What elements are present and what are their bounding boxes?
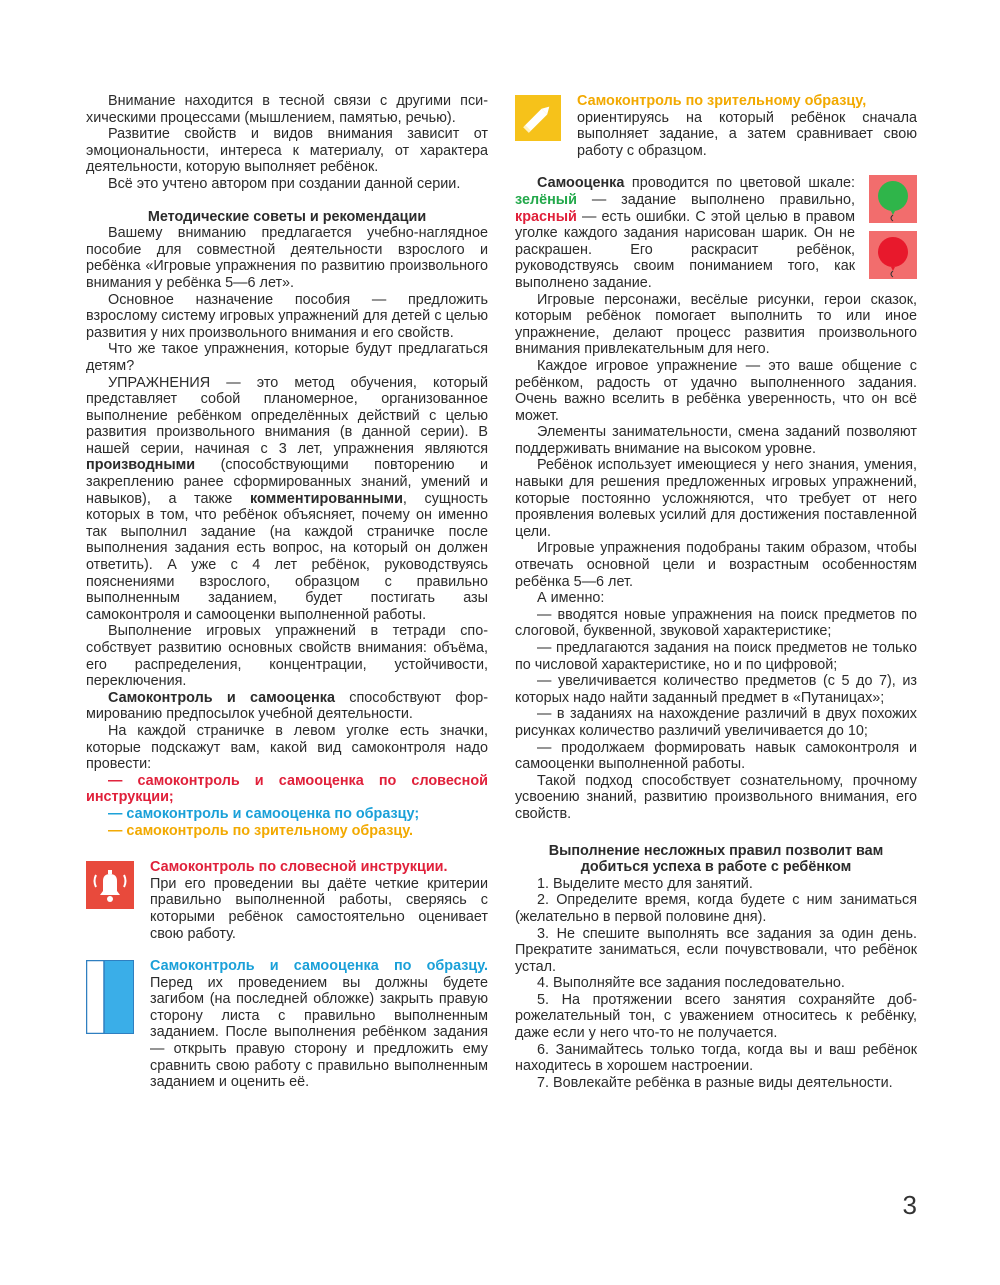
text-run: , сущность которых в том, что ребёнок объясняет, почему он именно так выполнил задание (на каждой страничке после выполнения задания есть вопрос, на который он должен ответить). А уже с 4 лет ребёнок, руководствуясь пояснениями взрослого, образцом с правильно выполненным заданием, будет постигать азы самоконтроля и самооценки выполненной работы. <box>86 490 488 623</box>
list-item-visual: — самоконтроль по зрительному образцу. <box>108 822 414 839</box>
sample-title: Самоконтроль и самооценка по образцу. <box>150 958 488 975</box>
intro-paragraph: Развитие свойств и видов внимания зависит от эмоциональности, интереса к материалу, от характера деятельности, которую выполняет ребёнок. <box>86 126 488 176</box>
intro-paragraph: Внимание находится в тесной связи с другими психическими процессами (мышлением, памятью, речью). <box>86 93 488 126</box>
paragraph: Что же такое упражнения, которые будут предлагаться детям? <box>86 341 488 374</box>
text-run: — задание выполнено правильно, <box>576 191 855 208</box>
page-fold-icon <box>86 960 134 1039</box>
evaluation-block <box>515 175 917 291</box>
text-run: — есть ошибки. С этой целью в правом уголке каждого задания нарисован шарик. Он не раскрашен. Его раскрасит ребёнок, руководствуясь своим пониманием того, как выполнено задание. <box>515 208 855 291</box>
text-run: (способствующими повторению и закреплению ранее сформированных знаний, умений и навыков), а также <box>86 457 488 507</box>
sample-text: Перед их проведением вы должны будете загибом (на последней обложке) закрыть правую сторону листа с правильно выполненным заданием. После выполнения ребёнком задания — открыть правую сторону и предложить ему сравнить свою работу с правильно выполненным заданием и оценить её. <box>150 974 488 1091</box>
text-run: проводится по цветовой шкале: <box>624 175 855 192</box>
self-control-paragraph <box>86 690 488 723</box>
paragraph: Такой подход способствует сознательному, прочному усвоению знаний, развитию произвольного внимания, его свойств. <box>515 772 917 822</box>
visual-sample-block <box>515 93 917 159</box>
rules-heading: добиться успеха в работе с ребёнком <box>580 859 852 876</box>
right-column <box>515 93 917 1091</box>
paragraph: Выполнение игровых упражнений в тетради способствует развитию основных свойств внимания: объёма, его распределения, концентрации, устойчивости, переключения. <box>86 623 488 690</box>
left-column <box>86 93 488 1091</box>
paragraph: На каждой страничке в левом уголке есть значки, которые подскажут вам, какой вид самоконтроля надо провести: <box>86 722 488 773</box>
paragraph: Элементы занимательности, смена заданий позволяют поддерживать внимание на высоком уровне. <box>515 424 917 457</box>
paragraph: — предлагаются задания на поиск предметов не только по числовой характеристике, но и по цифровой; <box>515 640 917 673</box>
verbal-instruction-block <box>86 859 488 942</box>
rule-item: 4. Выполняйте все задания последовательно. <box>537 975 845 992</box>
list-item-verbal: — самоконтроль и самооценка по словесной инструкции; <box>86 772 488 806</box>
paragraph: — увеличивается количество предметов (с 5 до 7), из которых надо найти заданный предмет в «Путаницах»; <box>515 673 917 706</box>
bold-term: производными <box>86 457 196 474</box>
rule-item: 6. Занимайтесь только тогда, когда вы и ваш ребёнок находитесь в хорошем настроении. <box>515 1041 917 1075</box>
paragraph: — в заданиях на нахождение различий в двух похожих рисунках количество различий увеличивается до 10; <box>515 706 917 739</box>
verbal-title: Самоконтроль по словесной инструкции. <box>150 859 448 876</box>
rules-heading: Выполнение несложных правил позволит вам <box>548 842 884 859</box>
rule-item: 7. Вовлекайте ребёнка в разные виды деятельности. <box>537 1074 893 1091</box>
bold-term: комментированными <box>250 490 403 507</box>
bell-icon <box>86 861 134 914</box>
text-run: способствуют формированию предпосылок учебной деятельности. <box>86 689 488 723</box>
paragraph: Игровые упражнения подобраны таким образом, чтобы отвечать основной цели и возрастным особенностям ребёнка 5—6 лет. <box>515 540 917 590</box>
exercises-paragraph <box>86 375 488 624</box>
bold-term: Самоконтроль и самооценка <box>108 689 335 706</box>
pencil-icon <box>515 95 561 146</box>
paragraph: Основное назначение пособия — предложить взрослому систему игровых упражнений для детей с целью развития у них произвольного внимания и его свойств. <box>86 291 488 341</box>
rule-item: 2. Определите время, когда будете с ним заниматься (желательно в первой половине дня). <box>515 892 917 925</box>
rule-item: 5. На протяжении всего занятия сохраняйте доброжелательный тон, с уважением относитесь к ребёнку, даже если у него что-то не получается. <box>515 991 917 1042</box>
paragraph: Вашему вниманию предлагается учебно-наглядное пособие для совместной деятельности взрослого и ребёнка «Игровые упражнения по развитию произвольного внимания у ребёнка 5—6 лет». <box>86 225 488 291</box>
visual-text: ориентируясь на который ребёнок сначала выполняет задание, а затем сравнивает свою работу с образцом. <box>577 109 917 159</box>
sample-paragraph <box>150 958 488 1091</box>
paragraph: А именно: <box>537 590 605 607</box>
rule-item: 3. Не спешите выполнять все задания за один день. Прекратите заниматься, если почувствовали, что ребёнок устал. <box>515 925 917 975</box>
balloons-icon <box>869 175 917 279</box>
evaluation-paragraph <box>515 175 855 291</box>
paragraph: Ребёнок использует имеющиеся у него знания, умения, навыки для решения предложенных игровых упражнений, которые постоянно усложняются, что требует от него проявления волевых усилий для достижения поставленной цели. <box>515 457 917 540</box>
paragraph: — продолжаем формировать навык самоконтроля и самооценки выполненной работы. <box>515 739 917 773</box>
paragraph: Игровые персонажи, весёлые рисунки, герои сказок, которым ребёнок помогает выполнить то или иное упражнение, делают процесс развития произвольного внимания привлекательным для него. <box>515 291 917 358</box>
red-word: красный <box>515 208 577 225</box>
intro-paragraph: Всё это учтено автором при создании данной серии. <box>108 175 461 192</box>
page-number: 3 <box>902 1190 917 1220</box>
rule-item: 1. Выделите место для занятий. <box>537 875 753 892</box>
text-run: УПРАЖНЕНИЯ — это метод обучения, который представляет собой планомерное, организованное выполнение ребёнком определённых действий с целью развития произвольного внимания (в данной серии). В нашей серии, начиная с 3 лет, упражнения являются <box>86 374 488 457</box>
list-item-sample: — самоконтроль и самооценка по образцу; <box>108 805 420 822</box>
paragraph: Каждое игровое упражнение — это ваше общение с ребёнком, радость от удачно выполненного задания. Очень важно вселить в ребёнка уверенность, что он всё может. <box>515 357 917 424</box>
balls-column <box>869 175 917 291</box>
green-word: зелёный <box>515 191 577 208</box>
bold-term: Самооценка <box>537 175 625 192</box>
verbal-text: При его проведении вы даёте четкие критерии правильно выполненной работы, сверяясь с которыми ребёнок самостоятельно оценивает свою работу. <box>150 875 488 942</box>
paragraph: — вводятся новые упражнения на поиск предметов по слоговой, буквенной, звуковой характеристике; <box>515 606 917 640</box>
section-heading: Методические советы и рекомендации <box>147 208 427 225</box>
sample-block <box>86 958 488 1091</box>
visual-title: Самоконтроль по зрительному образцу, <box>577 93 867 109</box>
